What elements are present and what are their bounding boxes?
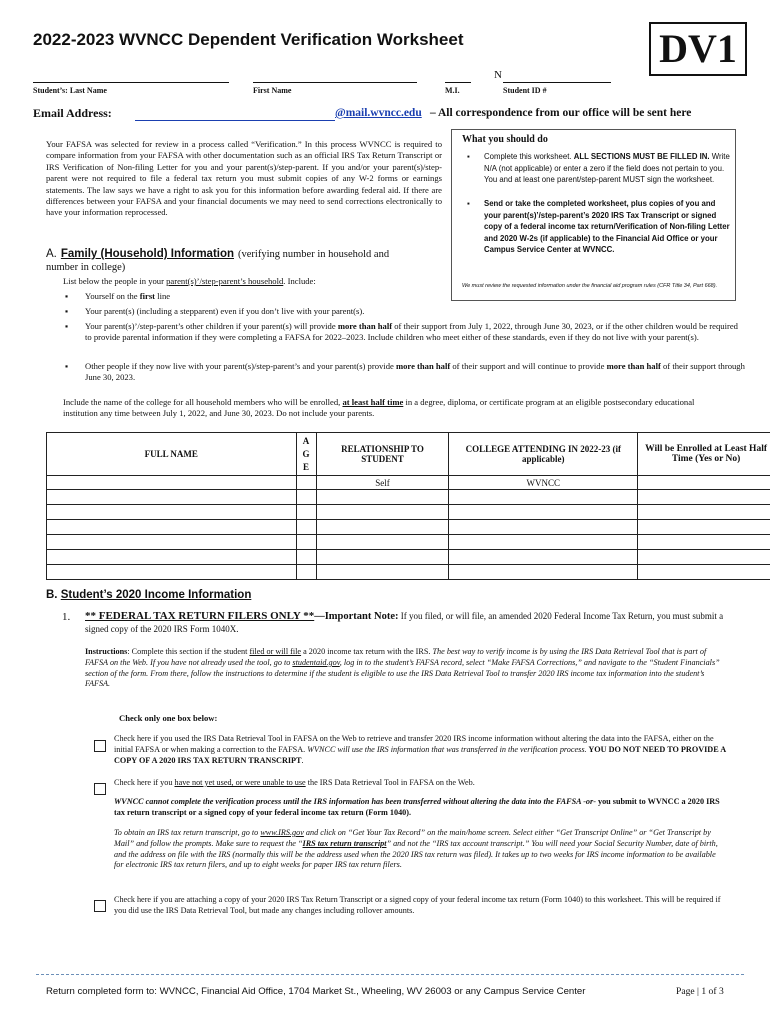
transcript-instructions: To obtain an IRS tax return transcript, go to www.IRS.gov and click on “Get Your Tax Record” on the main/home screen. Select either “Get Transcript Online” or “Get Transcript by Mail” and follow the prompts. Make sure to request the “IRS tax return transcript” and not the “IRS tax account transcript.” You will need your Social Security Number, date of birth, and the address on file with the IRS (normally this will be the address used when the 2020 IRS tax return was filed). It takes up to two weeks for IRS income information to be available for electronic IRS tax return filers, and up to eight weeks for paper IRS tax return filers. xyxy=(114,828,718,870)
col-full-name: FULL NAME xyxy=(47,433,297,476)
first-name-label: First Name xyxy=(253,86,292,95)
what-to-do-title: What you should do xyxy=(462,134,548,145)
student-id-field[interactable] xyxy=(503,82,611,83)
table-row[interactable] xyxy=(47,520,770,535)
household-intro: List below the people in your parent(s)’/step-parent’s household. Include: xyxy=(63,276,316,286)
table-row[interactable] xyxy=(47,505,770,520)
col-college: COLLEGE ATTENDING IN 2022-23 (if applicable) xyxy=(449,433,638,476)
college-wvncc: WVNCC xyxy=(449,476,638,490)
col-age: A G E xyxy=(296,433,316,476)
what-to-do-item-1: ▪ Complete this worksheet. ALL SECTIONS MUST BE FILLED IN. Write N/A (not applicable) or enter a zero if the field does not pertain to you. You and at least one parent/step-parent MUST sign the worksheet. xyxy=(467,152,730,185)
col-relationship: RELATIONSHIP TO STUDENT xyxy=(316,433,449,476)
relationship-self: Self xyxy=(316,476,449,490)
household-bullet-4: ▪ Other people if they now live with your parent(s)/step-parent’s and your parent(s) provide more than half of their support and will continue to provide more than half of their support through June 30, 2023. xyxy=(65,361,745,383)
table-row[interactable] xyxy=(47,550,770,565)
student-id-label: Student ID # xyxy=(503,86,547,95)
page-number: Page | 1 of 3 xyxy=(676,986,724,997)
item-number: 1. xyxy=(62,611,71,623)
email-note: – All correspondence from our office will be sent here xyxy=(430,107,692,119)
mi-field[interactable] xyxy=(445,82,471,83)
household-table xyxy=(46,432,770,580)
section-a-subheading: number in college) xyxy=(46,262,126,273)
household-bullet-2: ▪ Your parent(s) (including a stepparent) even if you don’t live with your parent(s). xyxy=(65,306,365,316)
mi-label: M.I. xyxy=(445,86,460,95)
household-table-header xyxy=(47,433,770,476)
first-name-field[interactable] xyxy=(253,82,417,83)
household-bullet-1: ▪ Yourself on the first line xyxy=(65,291,171,301)
what-to-do-box xyxy=(451,129,736,301)
form-code-box: DV1 xyxy=(649,22,747,76)
student-id-prefix: N xyxy=(494,69,502,81)
email-label: Email Address: xyxy=(33,106,112,120)
household-bullet-3: ▪ Your parent(s)’/step-parent’s other children if your parent(s) will provide more than half of their support from July 1, 2022, through June 30, 2023, or if the other children would be required to provide parental information if they were completing a FAFSA for 2022–2023. Include children who meet either of these standards, even if they do not live with your parent(s). xyxy=(65,321,738,343)
email-field[interactable] xyxy=(135,120,335,121)
intro-paragraph: Your FAFSA was selected for review in a process called “Verification.” In this process WVNCC is required to compare information from your FAFSA with other documentation such as an official IRS Tax Return Transcript or IRS Verification of Non-filing Letter for you and your parent(s)/step-parent. If you and/or your parent(s)/step-parent were not required to file a federal tax return you must submit copies of any W-2 forms or earnings statements. The law says we have a right to ask you for this information before awarding federal aid. If there are differences between your FAFSA and your financial documents we may need to send corrections electronically to have your information reprocessed. xyxy=(46,139,442,218)
table-row[interactable] xyxy=(47,565,770,580)
checkbox-not-used-drt[interactable] xyxy=(94,783,106,795)
option-not-used-drt: Check here if you have not yet used, or were unable to use the IRS Data Retrieval Tool in FAFSA on the Web. xyxy=(114,778,475,787)
what-to-do-item-2: ▪ Send or take the completed worksheet, plus copies of you and your parent(s)’/step-parent’s 2020 IRS Tax Transcript or signed copy of a federal income tax return/Verification of Non-filing Letter and 2020 W-2s (if applicable) to the Financial Aid Office or your Campus Service Center at WVNCC. xyxy=(467,199,730,255)
cfr-note: We must review the requested information under the financial aid program rules (CFR Title 34, Part 668). xyxy=(462,283,718,289)
col-half-time: Will be Enrolled at Least Half Time (Yes or No) xyxy=(638,433,770,476)
section-b-heading: B. Student’s 2020 Income Information xyxy=(46,589,252,601)
verification-warning: WVNCC cannot complete the verification process until the IRS information has been transferred without altering the data into the FAFSA -or- you submit to WVNCC a 2020 IRS tax return transcript or a signed copy of your federal income tax return (Form 1040). xyxy=(114,797,720,817)
table-row[interactable] xyxy=(47,476,770,490)
last-name-field[interactable] xyxy=(33,82,229,83)
checkbox-used-drt[interactable] xyxy=(94,740,106,752)
option-used-drt: Check here if you used the IRS Data Retrieval Tool in FAFSA on the Web to retrieve and transfer 2020 IRS income information without altering the data into the FAFSA, either on the initial FAFSA or when making a correction to the FAFSA. WVNCC will use the IRS information that was transferred in the verification process. YOU DO NOT NEED TO PROVIDE A COPY OF A 2020 IRS TAX RETURN TRANSCRIPT. xyxy=(114,734,726,765)
instructions-paragraph: Instructions: Complete this section if the student filed or will file a 2020 income tax return with the IRS. The best way to verify income is by using the IRS Data Retrieval Tool that is part of FAFSA on the Web. If you have not already used the tool, go to studentaid.gov, log in to the student’s FAFSA record, select “Make FAFSA Corrections,” and navigate to the “Student Financials” section of the form. From there, follow the instructions to determine if the student is eligible to use the IRS Data Retrieval Tool to transfer 2020 IRS income tax information into the student’s FAFSA. xyxy=(85,647,720,689)
footer-divider xyxy=(36,974,744,975)
table-row[interactable] xyxy=(47,535,770,550)
check-one-label: Check only one box below: xyxy=(119,713,218,723)
return-address: Return completed form to: WVNCC, Financial Aid Office, 1704 Market St., Wheeling, WV 26003 or any Campus Service Center xyxy=(46,986,586,997)
college-instruction: Include the name of the college for all household members who will be enrolled, at least half time in a degree, diploma, or certificate program at an eligible postsecondary educational institution any time between July 1, 2022, and June 30, 2023. Do not include your parents. xyxy=(63,397,695,419)
table-row[interactable] xyxy=(47,490,770,505)
tax-filers-note: ** FEDERAL TAX RETURN FILERS ONLY **—Important Note: If you filed, or will file, an amended 2020 Federal Income Tax Return, you must submit a signed copy of the 2020 IRS Form 1040X. xyxy=(85,610,724,634)
page-title: 2022-2023 WVNCC Dependent Verification Worksheet xyxy=(33,30,464,49)
option-attaching-copy: Check here if you are attaching a copy of your 2020 IRS Tax Return Transcript or a signed copy of your federal income tax return (Form 1040) to this worksheet. This will be required if you did use the IRS Data Retrieval Tool, but made any changes including rollover amounts. xyxy=(114,895,721,915)
section-a-heading: A. Family (Household) Information (verifying number in household and xyxy=(46,248,390,260)
last-name-label: Student’s: Last Name xyxy=(33,86,107,95)
email-domain: @mail.wvncc.edu xyxy=(335,107,422,119)
checkbox-attaching-copy[interactable] xyxy=(94,900,106,912)
